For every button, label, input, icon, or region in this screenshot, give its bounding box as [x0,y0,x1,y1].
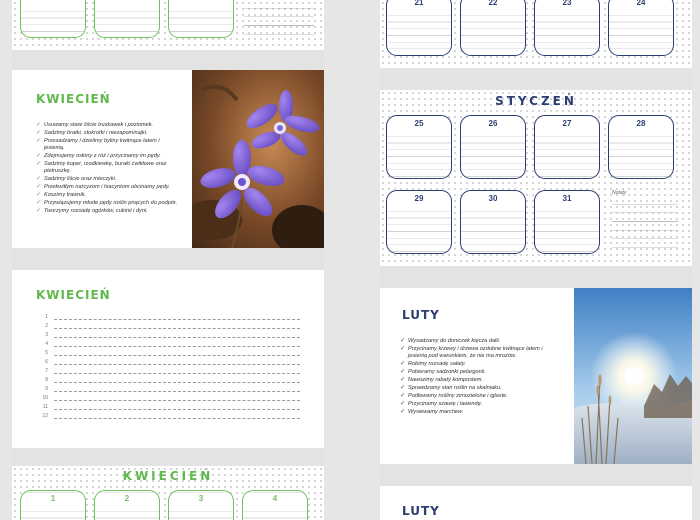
day-box[interactable] [534,190,600,254]
day-number: 27 [535,118,599,130]
day-box[interactable] [386,190,452,254]
page-title: LUTY [402,308,440,322]
january-calendar-page [380,90,692,266]
task-item: ✓ Sadzimy bratki, stokrotki i niezapominajki. [36,130,180,137]
task-list [400,338,546,417]
page-gap [12,50,324,70]
notes-lines [244,0,314,36]
hepatica-flower-photo [192,70,324,248]
note-line[interactable] [42,368,300,377]
task-item: ✓ Pobieramy sadzonki pelargonii. [400,369,546,376]
page-gap [380,68,692,90]
page-title: KWIECIEŃ [122,469,214,483]
note-line[interactable] [42,386,300,395]
day-box[interactable] [608,0,674,56]
line-number: 4 [45,341,48,347]
note-line[interactable] [42,377,300,386]
note-line[interactable] [42,404,300,413]
april-calendar-page-top [12,0,324,50]
task-item: ✓ Sadzimy koper, rzodkiewkę, buraki ćwikłowe oraz pietruszkę. [36,161,180,175]
line-number: 9 [45,386,48,392]
day-box[interactable] [94,490,160,520]
task-item: ✓ Nawozimy rabaty kompostem. [400,377,546,384]
day-number: 28 [609,118,673,130]
line-number: 5 [45,350,48,356]
january-calendar-page-top [380,0,692,68]
note-line[interactable] [42,359,300,368]
day-box[interactable] [386,0,452,56]
task-item: ✓ Przekwitłym narcyzom i hiacyntom obcinamy pędy. [36,184,180,191]
day-number: 24 [609,0,673,9]
page-title: KWIECIEŃ [36,288,111,302]
day-box[interactable] [20,490,86,520]
day-number: 25 [387,118,451,130]
line-number: 1 [45,314,48,320]
task-item: ✓ Podlewamy rośliny zimozielone i iglaste. [400,393,546,400]
note-line[interactable] [42,323,300,332]
day-number: 23 [535,0,599,9]
day-number: 1 [21,493,85,505]
day-number: 29 [387,193,451,205]
day-box[interactable] [460,0,526,56]
day-box[interactable] [608,115,674,179]
task-item: ✓ Przycinamy szawię i lawendę. [400,401,546,408]
day-number: 22 [461,0,525,9]
day-box[interactable] [168,490,234,520]
task-item: ✓ Robimy rozsadę sałaty. [400,361,546,368]
winter-sun-photo [574,288,692,464]
day-box[interactable] [242,490,308,520]
april-notes-page [12,270,324,448]
task-item: ✓ Wysadzamy do doniczek kięcza dalii. [400,338,546,345]
april-calendar-page [12,466,324,520]
note-line[interactable] [42,350,300,359]
task-item: ✓ Zdejmujemy osłony z róż i przycinamy im pędy. [36,153,180,160]
page-title: STYCZEŃ [495,94,577,108]
note-line[interactable] [42,332,300,341]
task-item: ✓ Sadzimy liście oraz mieczyki. [36,176,180,183]
day-box[interactable] [386,115,452,179]
day-box[interactable] [20,0,86,38]
day-number: 31 [535,193,599,205]
day-number: 26 [461,118,525,130]
task-list [36,122,180,216]
page-title: KWIECIEŃ [36,92,111,106]
task-item: ✓ Przywiązujemy młode pędy roślin pnących do podpór. [36,200,180,207]
line-number: 12 [42,413,48,419]
note-line[interactable] [42,395,300,404]
line-number: 7 [45,368,48,374]
task-item: ✓ Usuwamy stare liście truskawek i poziomek. [36,122,180,129]
april-tasks-page [12,70,324,248]
task-item: ✓ Przesadzamy i dzielimy byliny kwitnące latem i jesienią. [36,138,180,152]
page-gap [380,464,692,486]
day-number: 3 [169,493,233,505]
notes-lines[interactable] [612,196,678,252]
page-title: LUTY [402,504,440,518]
task-item: ✓ Tworzymy rozsadę ogórków, cukinii i dyni. [36,208,180,215]
day-box[interactable] [168,0,234,38]
february-tasks-page [380,288,692,464]
note-line[interactable] [42,314,300,323]
day-number: 21 [387,0,451,9]
page-gap [12,248,324,270]
note-line[interactable] [42,341,300,350]
february-next-page [380,486,692,520]
line-number: 2 [45,323,48,329]
day-box[interactable] [534,115,600,179]
day-number: 30 [461,193,525,205]
task-item: ✓ Koszimy trawnik. [36,192,180,199]
notes-label: Notaty [612,190,627,196]
day-number: 2 [95,493,159,505]
page-gap [12,448,324,466]
line-number: 3 [45,332,48,338]
day-box[interactable] [94,0,160,38]
day-box[interactable] [460,115,526,179]
line-number: 11 [42,404,48,410]
day-box[interactable] [460,190,526,254]
line-number: 10 [42,395,48,401]
page-gap [380,266,692,288]
task-item: ✓ Sprawdzamy stan roślin na skalniaku. [400,385,546,392]
line-number: 6 [45,359,48,365]
note-line[interactable] [42,413,300,422]
day-number: 4 [243,493,307,505]
line-number: 8 [45,377,48,383]
task-item: ✓ Przycinamy krzewy i drzewa ozdobne kwitnące latem i jesienią pod warunkiem, że nie ma mrozów. [400,346,546,360]
task-item: ✓ Wysiewamy marchew. [400,409,546,416]
day-box[interactable] [534,0,600,56]
